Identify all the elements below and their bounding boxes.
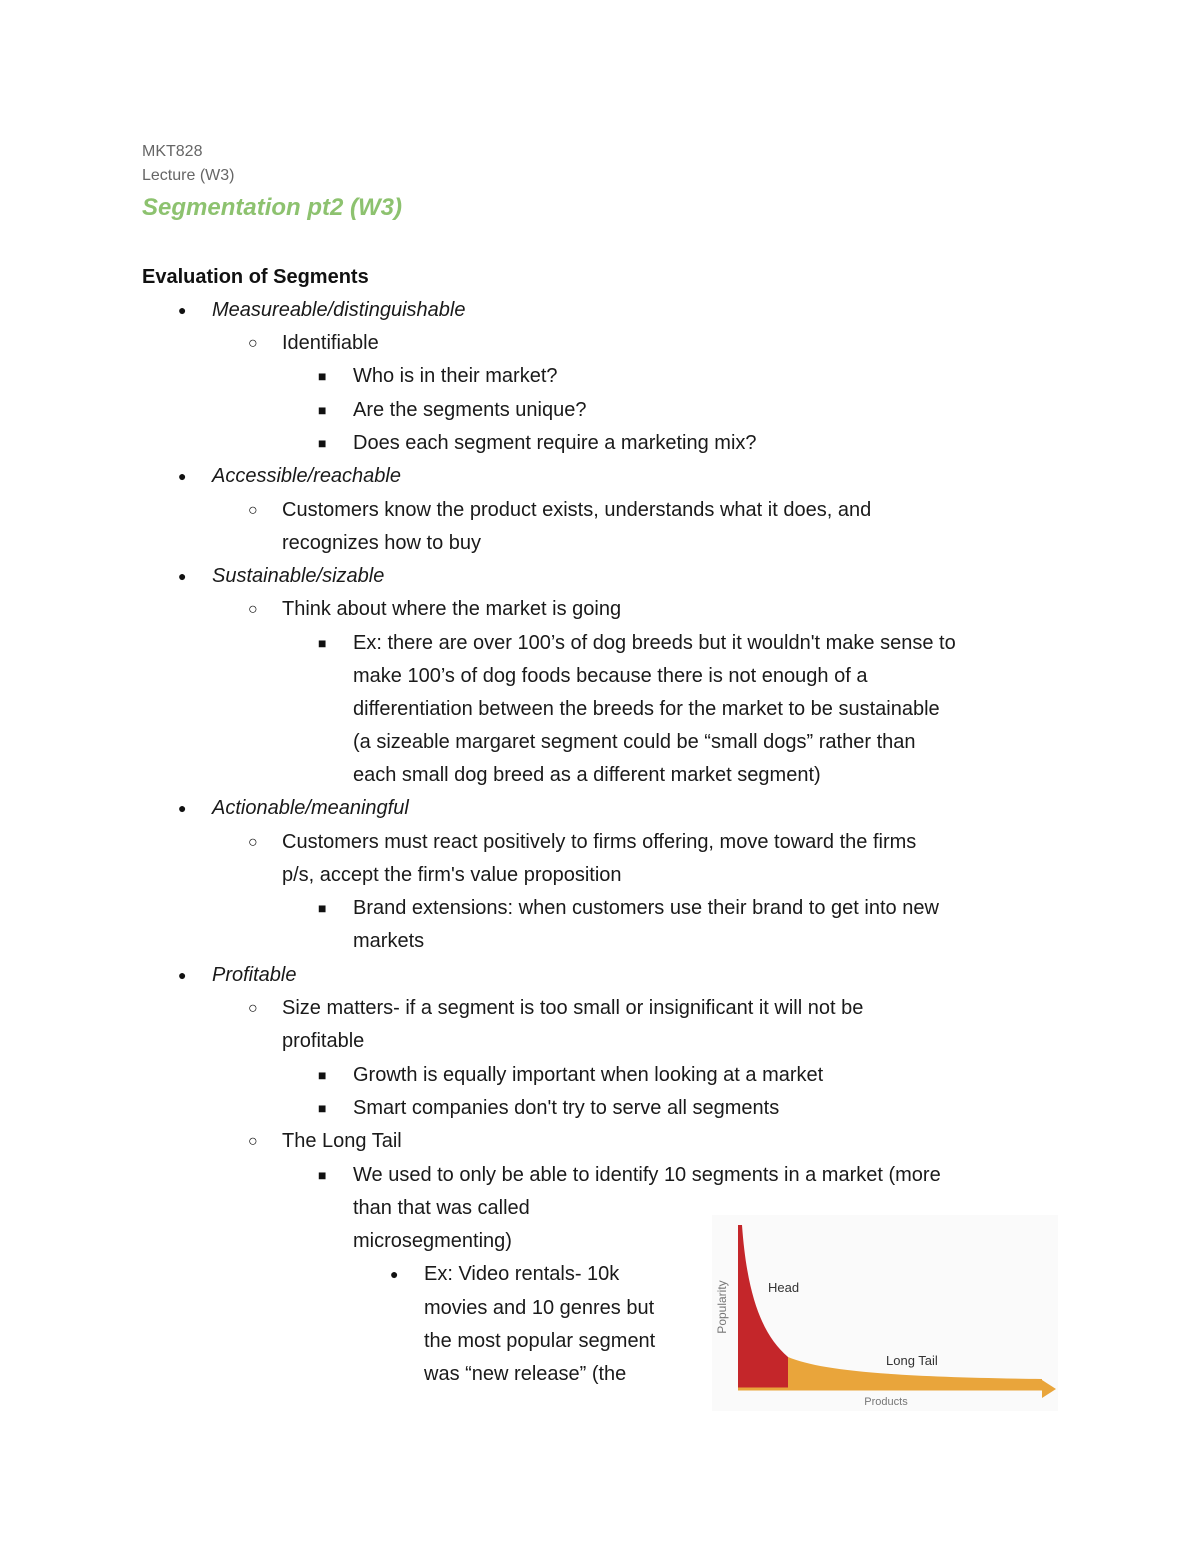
list-item: Sustainable/sizable [212,565,385,587]
list-item: Actionable/meaningful [212,797,409,819]
list-item-continuation: than that was called [353,1197,530,1219]
list-item: Think about where the market is going [282,598,622,620]
square-bullet [318,360,326,393]
square-bullet [318,427,326,460]
list-item: Identifiable [282,332,379,354]
head-label: Head [768,1280,800,1295]
list-item-continuation: movies and 10 genres but [424,1297,655,1319]
list-item-continuation: the most popular segment [424,1330,656,1352]
list-item-continuation: each small dog breed as a different market segment) [353,764,821,786]
list-item: Customers must react positively to firms offering, move toward the firms [282,831,917,853]
list-item: Ex: there are over 100’s of dog breeds but it wouldn't make sense to [353,632,956,654]
list-item: Smart companies don't try to serve all segments [353,1097,780,1119]
x-axis-label: Products [864,1396,908,1408]
list-item: Does each segment require a marketing mix? [353,432,757,454]
disc-bullet [390,1258,398,1291]
page-title: Segmentation pt2 (W3) [142,194,403,221]
list-item-continuation: p/s, accept the firm's value proposition [282,864,622,886]
course-code: MKT828 [142,143,203,160]
square-bullet [318,394,326,427]
square-bullet [318,1159,326,1192]
circle-bullet [248,1125,258,1158]
disc-bullet [178,560,186,593]
circle-bullet [248,327,258,360]
list-item: Brand extensions: when customers use their brand to get into new [353,897,939,919]
list-item: We used to only be able to identify 10 segments in a market (more [353,1164,941,1186]
lecture-label: Lecture (W3) [142,167,235,184]
list-item: Who is in their market? [353,365,558,387]
list-item-continuation: was “new release” (the [424,1363,627,1385]
list-item-continuation: differentiation between the breeds for the market to be sustainable [353,698,940,720]
list-item: Are the segments unique? [353,399,587,421]
square-bullet [318,627,326,660]
circle-bullet [248,992,258,1025]
list-item: Profitable [212,964,297,986]
list-item: Accessible/reachable [212,465,401,487]
tail-label: Long Tail [886,1353,938,1368]
list-item-continuation: microsegmenting) [353,1230,512,1252]
list-item-continuation: make 100’s of dog foods because there is not enough of a [353,665,868,687]
y-axis-label: Popularity [715,1280,729,1334]
disc-bullet [178,294,186,327]
list-item: Growth is equally important when looking at a market [353,1064,824,1086]
circle-bullet [248,826,258,859]
section-heading: Evaluation of Segments [142,266,369,288]
list-item: Ex: Video rentals- 10k [424,1263,620,1285]
list-item-continuation: recognizes how to buy [282,532,482,554]
list-item: Customers know the product exists, understands what it does, and [282,499,872,521]
list-item-continuation: (a sizeable margaret segment could be “small dogs” rather than [353,731,916,753]
square-bullet [318,1059,326,1092]
square-bullet [318,892,326,925]
circle-bullet [248,593,258,626]
long-tail-figure [712,1215,1058,1411]
list-item: Size matters- if a segment is too small or insignificant it will not be [282,997,864,1019]
disc-bullet [178,959,186,992]
list-item-continuation: profitable [282,1030,365,1052]
disc-bullet [178,460,186,493]
list-item: Measureable/distinguishable [212,299,466,321]
list-item: The Long Tail [282,1130,402,1152]
circle-bullet [248,494,258,527]
list-item-continuation: markets [353,930,425,952]
disc-bullet [178,792,186,825]
square-bullet [318,1092,326,1125]
